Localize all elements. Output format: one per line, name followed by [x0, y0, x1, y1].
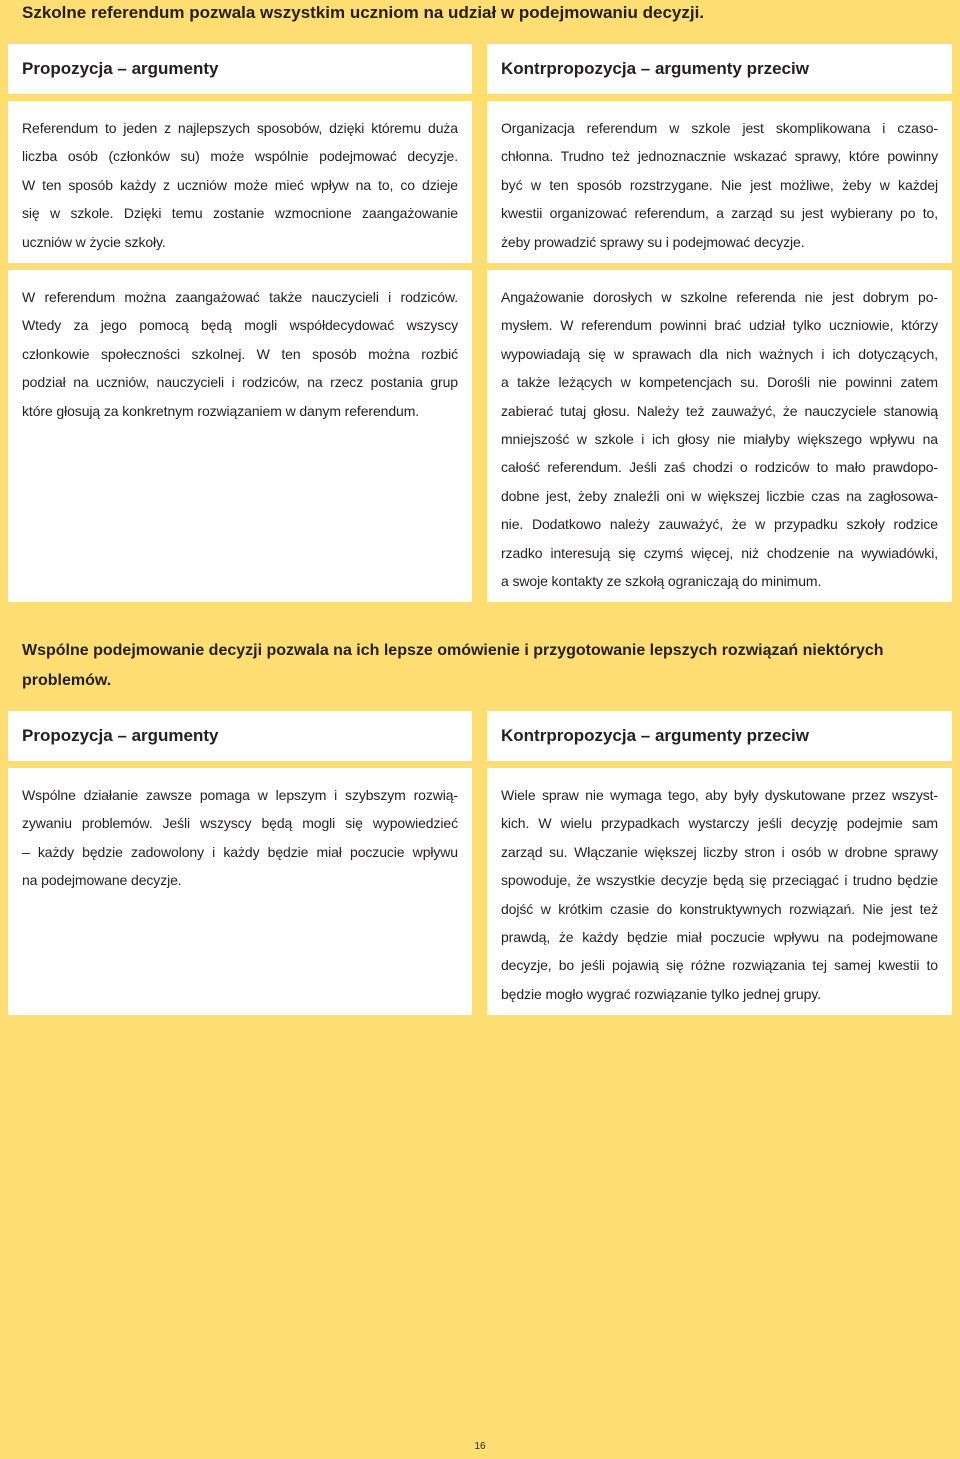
text-line: Wtedy za jego pomocą będą mogli współdecydować wszyscy [22, 317, 458, 334]
section-heading-referendum: Szkolne referendum pozwala wszystkim uczniom na udział w podejmowaniu decyzji. [22, 3, 705, 22]
con-header-label: Kontrpropozycja – argumenty przeciw [501, 59, 809, 78]
section-heading-joint-decisions: Wspólne podejmowanie decyzji pozwala na ich lepsze omówienie i przygotowanie lepszych rozwiązań niektórych problemów. [22, 642, 884, 689]
text-line: W referendum można zaangażować także nauczycieli i rodziców. [22, 289, 458, 305]
comparison-table-joint-decisions [8, 711, 952, 1015]
text-line: mysłem. W referendum powinni brać udział tylko uczniowie, którzy [501, 317, 938, 334]
page-number: 16 [474, 1441, 486, 1452]
text-line: się w szkole. Dzięki temu zostanie wzmocnione zaangażowanie [22, 205, 458, 222]
text-line: będzie mogło wygrać rozwiązanie tylko jednej grupy. [501, 985, 821, 1002]
con-argument-2 [487, 270, 952, 602]
text-line: chłonna. Trudno też jednoznacznie wskazać sprawy, które powinny [501, 148, 938, 165]
text-line: Wspólne działanie zawsze pomaga w lepszym i szybszym rozwią- [22, 787, 458, 803]
text-line: rzadko interesują się czymś więcej, niż chodzenie na wywiadówki, [501, 544, 938, 561]
text-line: członkowie społeczności szkolnej. W ten sposób można rozbić [22, 345, 458, 362]
text-line: dobne jest, żeby znaleźli oni w większej liczbie czas na zagłosowa- [501, 487, 938, 504]
text-line: W ten sposób każdy z uczniów może mieć wpływ na to, co dzieje [22, 176, 458, 193]
text-line: podział na uczniów, nauczycieli i rodziców, na rzecz postania grup [22, 374, 458, 391]
text-line: Angażowanie dorosłych w szkolne referenda nie jest dobrym po- [501, 289, 938, 305]
con-header-label: Kontrpropozycja – argumenty przeciw [501, 726, 809, 745]
text-line: a swoje kontakty ze szkołą ograniczają do minimum. [501, 573, 822, 590]
text-line: Referendum to jeden z najlepszych sposobów, dzięki któremu duża [22, 120, 458, 136]
text-line: uczniów w życie szkoły. [22, 233, 166, 250]
text-line: spowoduje, że wszystkie decyzje będą się przeciągać i trudno będzie [501, 872, 938, 889]
text-line: na podejmowane decyzje. [22, 872, 182, 889]
pro-header-label: Propozycja – argumenty [22, 726, 219, 745]
text-line: być w ten sposób rozstrzygane. Nie jest możliwe, żeby w każdej [501, 176, 938, 193]
text-line: Organizacja referendum w szkole jest skomplikowana i czaso- [501, 120, 938, 136]
comparison-table-referendum [8, 44, 952, 602]
text-line: wypowiadają się w sprawach dla nich ważnych i ich dotyczących, [501, 345, 938, 362]
pro-argument-1 [8, 101, 472, 263]
text-line: kwestii organizować referendum, a zarząd su jest wybierany po to, [501, 205, 938, 222]
pro-header-label: Propozycja – argumenty [22, 59, 219, 78]
text-line: Wiele spraw nie wymaga tego, aby były dyskutowane przez wszyst- [501, 787, 938, 803]
pro-header [8, 711, 472, 761]
text-line: które głosują za konkretnym rozwiązaniem w danym referendum. [22, 402, 420, 419]
text-line: żeby prowadzić sprawy su i podejmować decyzje. [501, 233, 805, 250]
pro-argument-2 [8, 270, 472, 602]
text-line: zywaniu problemów. Jeśli wszyscy będą mogli się wypowiedzieć [22, 815, 458, 832]
text-line: kich. W wielu przypadkach wystarczy jeśli decyzję podejmie sam [501, 815, 938, 832]
text-line: całość referendum. Jeśli zaś chodzi o rodziców to mało prawdopo- [501, 459, 938, 476]
con-argument-1 [487, 768, 952, 1015]
text-line: decyzje, bo jeśli pojawią się różne rozwiązania tej samej kwestii to [501, 957, 938, 974]
text-line: nie. Dodatkowo należy zauważyć, że w przypadku szkoły rodzice [501, 516, 938, 533]
text-line: – każdy będzie zadowolony i każdy będzie miał poczucie wpływu [22, 843, 458, 860]
text-line: a także leżących w kompetencjach su. Dorośli nie powinni zatem [501, 374, 938, 391]
text-line: zarząd su. Włączanie większej liczby stron i osób w drobne sprawy [501, 843, 938, 860]
con-argument-1 [487, 101, 952, 263]
text-line: dojść w krótkim czasie do konstruktywnych rozwiązań. Nie jest też [501, 900, 938, 917]
text-line: liczba osób (członków su) może wspólnie podejmować decyzje. [22, 148, 458, 165]
pro-argument-1 [8, 768, 472, 1015]
con-header [487, 44, 952, 94]
text-line: mniejszość w szkole i ich głosy nie miałyby większego wpływu na [501, 431, 938, 448]
text-line: zabierać tutaj głosu. Należy też zauważyć, że nauczyciele stanowią [501, 402, 938, 419]
text-line: prawdą, że każdy będzie miał poczucie wpływu na podejmowane [501, 929, 938, 946]
con-header [487, 711, 952, 761]
pro-header [8, 44, 472, 94]
